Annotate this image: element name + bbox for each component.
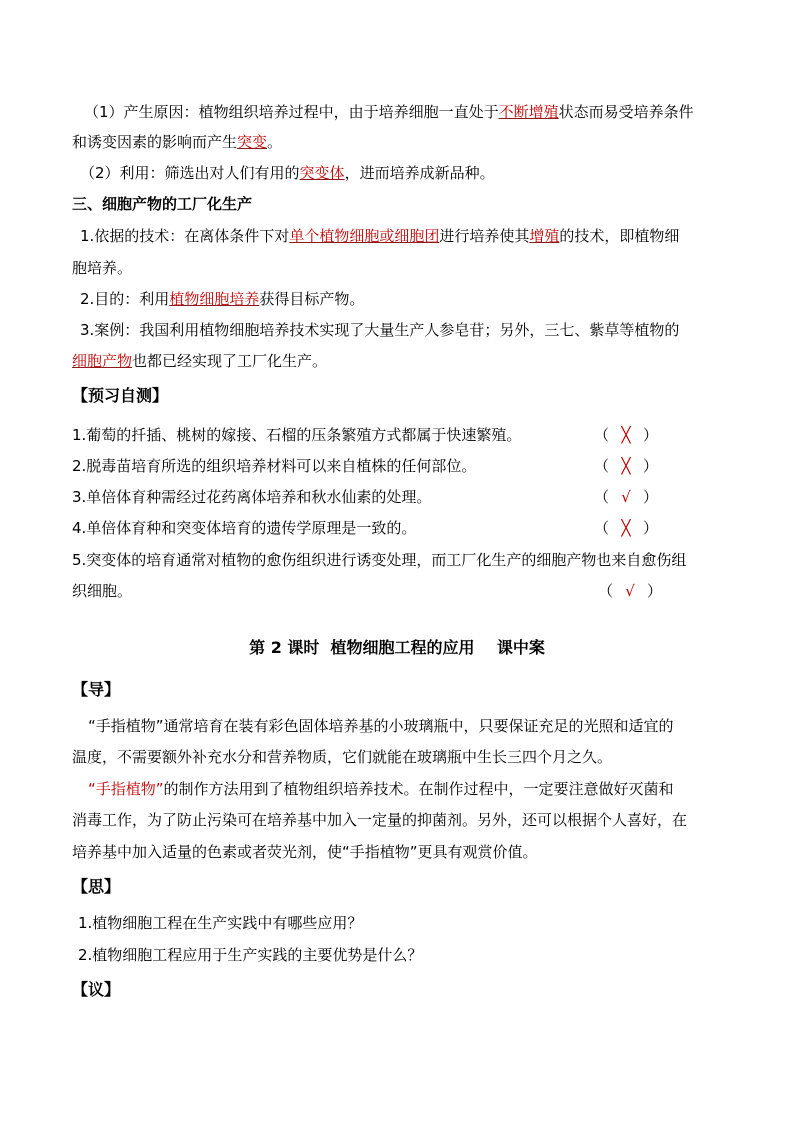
guide-p1-line1: “手指植物”通常培育在装有彩色固体培养基的小玻璃瓶中，只要保证充足的光照和适宜的 xyxy=(88,717,674,735)
use-line: （2）利用：筛选出对人们有用的突变体，进而培养成新品种。 xyxy=(80,164,495,182)
judge-item-1: 1.葡萄的扦插、桃树的嫁接、石榴的压条繁殖方式都属于快速繁殖。 xyxy=(72,426,522,444)
answer-underline: 单个植物细胞或细胞团 xyxy=(289,227,440,245)
guide-p2-line1: “手指植物”的制作方法用到了植物组织培养技术。在制作过程中，一定要注意做好灭菌和 xyxy=(88,780,674,798)
judge-item-4: 4.单倍体育种和突变体培育的遗传学原理是一致的。 xyxy=(72,519,417,537)
guide-heading: 【导】 xyxy=(72,680,121,699)
answer-underline: 突变体 xyxy=(299,164,345,182)
judge-answer-4: （ ╳ ） xyxy=(594,519,659,537)
answer-underline: 突变 xyxy=(237,133,268,151)
check-icon: √ xyxy=(625,582,635,600)
cross-icon: ╳ xyxy=(621,519,631,537)
judge-answer-5: （ √ ） xyxy=(598,582,663,600)
answer-underline: 增殖 xyxy=(529,227,560,245)
case-line-1: 3.案例：我国利用植物细胞培养技术实现了大量生产人参皂苷；另外，三七、紫草等植物的 xyxy=(80,321,680,339)
think-heading: 【思】 xyxy=(72,877,121,896)
judge-item-5-cont: 织细胞。 xyxy=(72,582,133,600)
answer-underline: 细胞产物 xyxy=(72,352,133,370)
think-question-1: 1.植物细胞工程在生产实践中有哪些应用？ xyxy=(78,914,363,932)
guide-p1-line2: 温度，不需要额外补充水分和营养物质，它们就能在玻璃瓶中生长三四个月之久。 xyxy=(72,748,613,766)
answer-underline: 植物细胞培养 xyxy=(169,290,260,308)
cross-icon: ╳ xyxy=(621,457,631,475)
basis-line-1: 1.依据的技术：在离体条件下对单个植物细胞或细胞团进行培养使其增殖的技术，即植物细 xyxy=(80,227,680,245)
reason-line-2: 和诱变因素的影响而产生突变。 xyxy=(72,133,283,151)
basis-line-2: 胞培养。 xyxy=(72,259,133,277)
discuss-heading: 【议】 xyxy=(72,980,121,999)
judge-item-2: 2.脱毒苗培育所选的组织培养材料可以来自植株的任何部位。 xyxy=(72,457,477,475)
case-line-2: 细胞产物也都已经实现了工厂化生产。 xyxy=(72,352,328,370)
goal-line: 2.目的：利用植物细胞培养获得目标产物。 xyxy=(80,290,365,308)
highlight-term: “手指植物” xyxy=(88,780,164,798)
guide-p2-line2: 消毒工作，为了防止污染可在培养基中加入一定量的抑菌剂。另外，还可以根据个人喜好，在 xyxy=(72,811,688,829)
preview-heading: 【预习自测】 xyxy=(72,386,169,405)
judge-item-5: 5.突变体的培育通常对植物的愈伤组织进行诱变处理，而工厂化生产的细胞产物也来自愈伤组 xyxy=(72,551,687,569)
judge-answer-3: （ √ ） xyxy=(594,488,659,506)
reason-line-1: （1）产生原因：植物组织培养过程中，由于培养细胞一直处于不断增殖状态而易受培养条件 xyxy=(84,103,694,121)
section-heading: 三、细胞产物的工厂化生产 xyxy=(72,195,253,213)
judge-answer-1: （ ╳ ） xyxy=(594,426,659,444)
judge-item-3: 3.单倍体育种需经过花药离体培养和秋水仙素的处理。 xyxy=(72,488,432,506)
check-icon: √ xyxy=(621,488,631,506)
answer-underline: 不断增殖 xyxy=(498,103,559,121)
guide-p2-line3: 培养基中加入适量的色素或者荧光剂，使“手指植物”更具有观赏价值。 xyxy=(72,843,538,861)
lesson-title: 第 2 课时 植物细胞工程的应用 课中案 xyxy=(249,638,545,657)
think-question-2: 2.植物细胞工程应用于生产实践的主要优势是什么？ xyxy=(78,946,423,964)
cross-icon: ╳ xyxy=(621,426,631,444)
reason-label: （1）产生原因 xyxy=(84,103,184,121)
judge-answer-2: （ ╳ ） xyxy=(594,457,659,475)
